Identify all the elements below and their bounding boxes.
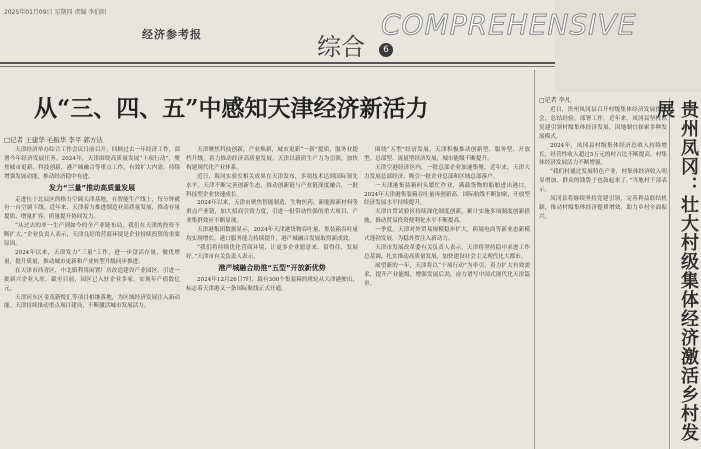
paragraph: 走进位于北辰区的格力空调天津基地，在智能生产线上，每分钟就有一台空调下线。近年来，天津着力推进制造业高质量发展，推动存量提质、增量扩容、质量提升协同发力。 [4,196,180,221]
subheading: 港产城融合助推“五型”开放新优势 [218,263,326,272]
paragraph: 天津空港经济区内，一批总部企业加速集聚。近年来，天津大力发展总部经济，吸引一批企业总部和区域总部落户。 [364,164,530,180]
paragraph: 凤冈县将继续坚持党建引领，完善利益联结机制，推动村级集体经济提质增效，助力乡村全面振兴。 [539,196,667,220]
side-article-body [539,106,667,446]
issue-line: 2025年01月09日 星期四 责编 李伯阳 [4,9,107,16]
section-title-english: COMPREHENSIVE [381,8,637,41]
section-title: 综合 [317,33,365,61]
paragraph: 近日，贵州凤冈县召开村级集体经济发展推进会，总结经验，部署工作。近年来，凤冈县坚持以党建引领村级集体经济发展，因地制宜探索多种发展模式。 [539,107,667,140]
paragraph: 2024年以来，天津市聚焦智能制造、生物医药、新能源新材料等重点产业链，加大招商引资力度，引进一批带动性强的重大项目，产业集群效应不断显现。 [186,200,358,225]
article-headline: 从“三、四、五”中感知天津经济新活力 [34,95,429,122]
paragraph: “我们将持续优化营商环境，让更多企业愿意来、留得住、发展好。”天津市有关负责人表示。 [186,244,358,260]
column-divider [534,70,535,449]
article-column-1 [4,146,180,446]
paragraph: 一天津港集装箱码头繁忙作业，满载货物的船舶进出港口。2024年天津港集装箱吞吐量再创新高，国际航线不断加密，开放型经济发展水平持续提升。 [364,182,530,207]
side-headline-divider [669,98,670,449]
paragraph: 2024年，凤冈县村级集体经济总收入持续增长，经营性收入超过5万元的村占比不断提高，村集体经济发展活力不断增强。 [539,142,667,167]
article-column-2 [186,146,358,446]
paragraph: 天津经济举办综合工作会议日前召开，回顾过去一年经济工作，部署今年经济发展任务。2024年，天津围绕高质量发展“十项行动”，聚焦城市更新、科技创新、港产城融合等重点工作，有效扩大内需，持续增强发展动能，推动经济稳中有进。 [4,147,180,180]
paragraph: 在天津市西青区，中北镇利用闲置厂房改造建设产业园区，引进一批新兴企业入驻。截至目前，园区已入驻企业多家，实现年产值数亿元。 [4,267,180,292]
paragraph: 天津港集团数据显示，2024年天津港货物吞吐量、集装箱吞吐量均实现增长，港口服务能力持续提升，港产城融合发展取得新成效。 [186,227,358,243]
paragraph: 2024年12月26日7时，载有300个集装箱的班轮从天津港驶出，标志着天津港又一条国际航线正式开通。 [186,276,358,292]
paragraph: “从过去的单一生产到如今的全产业链布局，我们在天津的投资不断扩大。”企业负责人表示，天津良好的营商环境是企业持续投资的重要原因。 [4,223,180,248]
paper-name: 经济参考报 [142,28,202,41]
paragraph: 天津河东区金茂新悦汇等项目相继落地，为区域经济发展注入新动能。天津持续推动重点项目建设，不断激活城市发展活力。 [4,294,180,310]
paragraph: 近日，海河实验室相关成果在天津发布，多项技术达到国际领先水平。天津不断完善创新生态，推动创新链与产业链深度融合，一批科技型企业快速成长。 [186,173,358,198]
header-rule-thin [0,66,555,67]
header-rule [0,62,555,64]
paragraph: 天津聚焦科技创新，产业焕新，城市更新“一新”提质，服务业提档升级，着力推动经济高质量发展。天津以新质生产力为引领，加快构建现代化产业体系。 [186,147,358,171]
paragraph: 展望新的一年，天津将以“十项行动”为牵引，着力扩大有效需求，提升产业能级，增强发展后劲，奋力谱写中国式现代化天津篇章。 [364,262,530,287]
paragraph: “我们村通过发展特色产业，村集体经济收入明显增加，群众的钱袋子也鼓起来了。”当地村干部表示。 [539,169,667,194]
paragraph: 天津自贸试验区持续深化制度创新，累计实施多项制度创新措施，推动贸易投资便利化水平不断提高。 [364,209,530,225]
paragraph: 围绕“五型”经济发展，天津积极推动创新型、服务型、开放型、总部型、流量型经济发展，城市能级不断提升。 [364,147,530,162]
page-number: 6 [379,43,393,57]
article-byline: □记者 王建华 毛振华 李平 郭方达 [4,136,103,144]
subheading: 发力“三量”推动高质量发展 [48,183,136,192]
side-article-byline: □记者 李凡 [539,97,571,104]
paragraph: 2024年以来，天津发力“三量”工作，进一步盘活存量，做优增量，提升质量，推动城市更新和产业转型升级同步推进。 [4,249,180,265]
paragraph: 一季度，天津对外贸易规模稳步扩大，跨境电商等新业态新模式蓬勃发展，为稳外贸注入新动力。 [364,227,530,243]
side-article-headline: 贵州凤冈：壮大村级集体经济激活乡村发展 [654,100,699,442]
article-column-3 [364,146,530,446]
paragraph: 天津市发展改革委有关负责人表示，天津将坚持稳中求进工作总基调，扎实推动高质量发展，加快建设社会主义现代化大都市。 [364,244,530,260]
